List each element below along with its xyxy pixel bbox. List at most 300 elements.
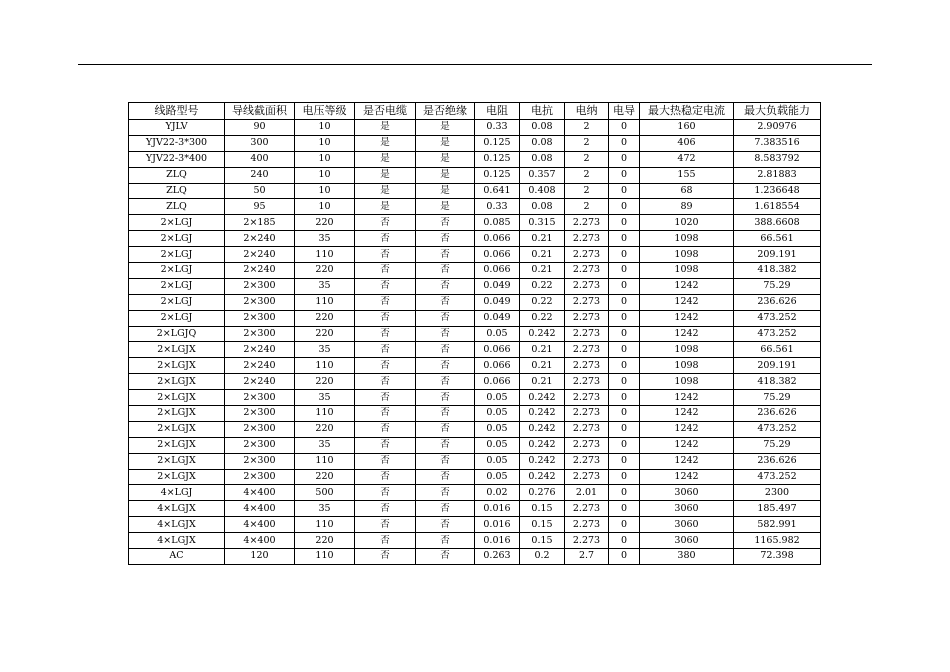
cell-reactance: 0.22 bbox=[520, 278, 565, 294]
cell-is-insulated: 否 bbox=[416, 374, 475, 390]
cell-is-insulated: 是 bbox=[416, 167, 475, 183]
cell-max-load-capacity: 1165.982 bbox=[734, 533, 821, 549]
cell-is-cable: 否 bbox=[355, 453, 416, 469]
table-row bbox=[129, 151, 821, 167]
cell-max-load-capacity: 75.29 bbox=[734, 390, 821, 406]
cell-max-thermal-current: 1242 bbox=[640, 453, 734, 469]
cell-resistance: 0.05 bbox=[475, 453, 520, 469]
cell-reactance: 0.21 bbox=[520, 263, 565, 279]
cell-voltage-level: 220 bbox=[295, 374, 355, 390]
cell-conductor-section: 2×300 bbox=[225, 294, 295, 310]
cell-conductor-section: 2×300 bbox=[225, 326, 295, 342]
cell-resistance: 0.263 bbox=[475, 549, 520, 565]
cell-max-thermal-current: 1242 bbox=[640, 278, 734, 294]
table-row bbox=[129, 342, 821, 358]
cell-susceptance: 2.273 bbox=[565, 326, 609, 342]
cell-is-insulated: 否 bbox=[416, 453, 475, 469]
cell-conductance: 0 bbox=[609, 342, 640, 358]
cell-max-thermal-current: 3060 bbox=[640, 485, 734, 501]
cell-conductance: 0 bbox=[609, 278, 640, 294]
cell-voltage-level: 220 bbox=[295, 310, 355, 326]
cell-line-model: 2×LGJX bbox=[129, 358, 225, 374]
cell-resistance: 0.066 bbox=[475, 342, 520, 358]
cell-max-load-capacity: 473.252 bbox=[734, 421, 821, 437]
column-header-is-insulated: 是否绝缘 bbox=[416, 103, 475, 120]
cell-susceptance: 2 bbox=[565, 167, 609, 183]
cell-susceptance: 2.273 bbox=[565, 469, 609, 485]
cell-resistance: 0.066 bbox=[475, 247, 520, 263]
cell-max-thermal-current: 1242 bbox=[640, 326, 734, 342]
cell-is-insulated: 是 bbox=[416, 183, 475, 199]
cell-reactance: 0.22 bbox=[520, 294, 565, 310]
cell-max-thermal-current: 1098 bbox=[640, 374, 734, 390]
cell-is-insulated: 否 bbox=[416, 342, 475, 358]
column-header-susceptance: 电纳 bbox=[565, 103, 609, 120]
cell-reactance: 0.242 bbox=[520, 453, 565, 469]
cell-reactance: 0.276 bbox=[520, 485, 565, 501]
cell-voltage-level: 35 bbox=[295, 437, 355, 453]
cell-line-model: 2×LGJ bbox=[129, 231, 225, 247]
table-row bbox=[129, 453, 821, 469]
cell-conductance: 0 bbox=[609, 501, 640, 517]
cell-susceptance: 2.273 bbox=[565, 533, 609, 549]
cell-is-insulated: 否 bbox=[416, 390, 475, 406]
cell-conductor-section: 2×240 bbox=[225, 342, 295, 358]
cell-susceptance: 2 bbox=[565, 120, 609, 136]
cell-line-model: 4×LGJX bbox=[129, 517, 225, 533]
line-parameter-table bbox=[128, 102, 821, 565]
cell-line-model: 2×LGJX bbox=[129, 342, 225, 358]
cell-voltage-level: 10 bbox=[295, 120, 355, 136]
column-header-line-model: 线路型号 bbox=[129, 103, 225, 120]
table-body bbox=[129, 120, 821, 565]
cell-max-thermal-current: 1098 bbox=[640, 358, 734, 374]
cell-resistance: 0.02 bbox=[475, 485, 520, 501]
cell-is-cable: 否 bbox=[355, 342, 416, 358]
cell-resistance: 0.066 bbox=[475, 263, 520, 279]
cell-reactance: 0.242 bbox=[520, 437, 565, 453]
cell-conductor-section: 4×400 bbox=[225, 485, 295, 501]
cell-line-model: 4×LGJ bbox=[129, 485, 225, 501]
cell-max-thermal-current: 3060 bbox=[640, 533, 734, 549]
cell-conductor-section: 2×300 bbox=[225, 437, 295, 453]
cell-conductor-section: 4×400 bbox=[225, 533, 295, 549]
cell-max-thermal-current: 3060 bbox=[640, 501, 734, 517]
column-header-resistance: 电阻 bbox=[475, 103, 520, 120]
cell-is-cable: 否 bbox=[355, 469, 416, 485]
cell-conductance: 0 bbox=[609, 421, 640, 437]
cell-voltage-level: 10 bbox=[295, 199, 355, 215]
cell-conductance: 0 bbox=[609, 231, 640, 247]
cell-max-thermal-current: 1242 bbox=[640, 406, 734, 422]
cell-reactance: 0.2 bbox=[520, 549, 565, 565]
cell-is-insulated: 否 bbox=[416, 278, 475, 294]
cell-conductor-section: 2×185 bbox=[225, 215, 295, 231]
cell-resistance: 0.05 bbox=[475, 390, 520, 406]
cell-max-load-capacity: 75.29 bbox=[734, 278, 821, 294]
cell-is-insulated: 否 bbox=[416, 326, 475, 342]
cell-line-model: ZLQ bbox=[129, 167, 225, 183]
cell-max-load-capacity: 388.6608 bbox=[734, 215, 821, 231]
cell-is-insulated: 否 bbox=[416, 501, 475, 517]
cell-max-load-capacity: 236.626 bbox=[734, 294, 821, 310]
cell-line-model: 2×LGJ bbox=[129, 294, 225, 310]
cell-is-insulated: 否 bbox=[416, 247, 475, 263]
cell-voltage-level: 500 bbox=[295, 485, 355, 501]
cell-susceptance: 2 bbox=[565, 135, 609, 151]
cell-conductance: 0 bbox=[609, 310, 640, 326]
cell-is-insulated: 是 bbox=[416, 151, 475, 167]
table-row bbox=[129, 294, 821, 310]
cell-conductance: 0 bbox=[609, 469, 640, 485]
cell-susceptance: 2.7 bbox=[565, 549, 609, 565]
cell-max-load-capacity: 236.626 bbox=[734, 406, 821, 422]
cell-reactance: 0.242 bbox=[520, 406, 565, 422]
table-row bbox=[129, 485, 821, 501]
cell-is-insulated: 否 bbox=[416, 294, 475, 310]
cell-conductor-section: 2×240 bbox=[225, 374, 295, 390]
cell-conductor-section: 2×300 bbox=[225, 406, 295, 422]
cell-is-cable: 否 bbox=[355, 358, 416, 374]
table-row bbox=[129, 374, 821, 390]
cell-conductor-section: 2×240 bbox=[225, 247, 295, 263]
cell-max-load-capacity: 2.81883 bbox=[734, 167, 821, 183]
cell-conductor-section: 2×240 bbox=[225, 358, 295, 374]
table-row bbox=[129, 358, 821, 374]
cell-voltage-level: 110 bbox=[295, 294, 355, 310]
cell-conductance: 0 bbox=[609, 453, 640, 469]
cell-resistance: 0.016 bbox=[475, 533, 520, 549]
cell-max-load-capacity: 209.191 bbox=[734, 247, 821, 263]
table-row bbox=[129, 247, 821, 263]
column-header-max-thermal-current: 最大热稳定电流 bbox=[640, 103, 734, 120]
cell-max-load-capacity: 66.561 bbox=[734, 231, 821, 247]
table-row bbox=[129, 390, 821, 406]
cell-voltage-level: 220 bbox=[295, 215, 355, 231]
cell-voltage-level: 10 bbox=[295, 135, 355, 151]
cell-line-model: ZLQ bbox=[129, 199, 225, 215]
table-row bbox=[129, 533, 821, 549]
cell-reactance: 0.15 bbox=[520, 501, 565, 517]
cell-reactance: 0.08 bbox=[520, 199, 565, 215]
cell-max-thermal-current: 1098 bbox=[640, 231, 734, 247]
cell-max-load-capacity: 473.252 bbox=[734, 326, 821, 342]
cell-is-cable: 否 bbox=[355, 421, 416, 437]
cell-voltage-level: 110 bbox=[295, 406, 355, 422]
cell-reactance: 0.242 bbox=[520, 421, 565, 437]
cell-conductor-section: 2×300 bbox=[225, 469, 295, 485]
cell-resistance: 0.641 bbox=[475, 183, 520, 199]
cell-max-thermal-current: 1242 bbox=[640, 421, 734, 437]
cell-susceptance: 2.273 bbox=[565, 406, 609, 422]
cell-is-cable: 否 bbox=[355, 517, 416, 533]
cell-susceptance: 2.273 bbox=[565, 310, 609, 326]
cell-is-cable: 否 bbox=[355, 215, 416, 231]
cell-line-model: YJV22-3*400 bbox=[129, 151, 225, 167]
header-rule bbox=[78, 64, 872, 65]
cell-susceptance: 2.273 bbox=[565, 247, 609, 263]
cell-conductance: 0 bbox=[609, 437, 640, 453]
cell-resistance: 0.049 bbox=[475, 278, 520, 294]
cell-is-insulated: 否 bbox=[416, 231, 475, 247]
cell-reactance: 0.408 bbox=[520, 183, 565, 199]
cell-max-load-capacity: 2.90976 bbox=[734, 120, 821, 136]
cell-max-thermal-current: 1242 bbox=[640, 469, 734, 485]
cell-susceptance: 2.01 bbox=[565, 485, 609, 501]
cell-conductance: 0 bbox=[609, 294, 640, 310]
cell-line-model: 2×LGJ bbox=[129, 278, 225, 294]
cell-is-insulated: 否 bbox=[416, 406, 475, 422]
cell-susceptance: 2.273 bbox=[565, 501, 609, 517]
cell-max-thermal-current: 406 bbox=[640, 135, 734, 151]
cell-resistance: 0.125 bbox=[475, 167, 520, 183]
cell-resistance: 0.066 bbox=[475, 358, 520, 374]
cell-is-cable: 否 bbox=[355, 549, 416, 565]
cell-resistance: 0.125 bbox=[475, 151, 520, 167]
cell-susceptance: 2.273 bbox=[565, 278, 609, 294]
table-row bbox=[129, 549, 821, 565]
cell-voltage-level: 220 bbox=[295, 469, 355, 485]
cell-is-insulated: 否 bbox=[416, 263, 475, 279]
cell-resistance: 0.085 bbox=[475, 215, 520, 231]
cell-is-cable: 否 bbox=[355, 390, 416, 406]
cell-susceptance: 2.273 bbox=[565, 342, 609, 358]
cell-max-load-capacity: 236.626 bbox=[734, 453, 821, 469]
cell-line-model: 4×LGJX bbox=[129, 533, 225, 549]
cell-voltage-level: 220 bbox=[295, 263, 355, 279]
cell-voltage-level: 35 bbox=[295, 501, 355, 517]
cell-line-model: 2×LGJX bbox=[129, 374, 225, 390]
table-row bbox=[129, 183, 821, 199]
cell-is-cable: 是 bbox=[355, 120, 416, 136]
cell-is-cable: 是 bbox=[355, 183, 416, 199]
cell-max-load-capacity: 2300 bbox=[734, 485, 821, 501]
cell-is-cable: 是 bbox=[355, 151, 416, 167]
cell-line-model: AC bbox=[129, 549, 225, 565]
cell-is-insulated: 否 bbox=[416, 485, 475, 501]
cell-reactance: 0.242 bbox=[520, 469, 565, 485]
cell-max-thermal-current: 1098 bbox=[640, 263, 734, 279]
cell-max-thermal-current: 160 bbox=[640, 120, 734, 136]
cell-conductance: 0 bbox=[609, 263, 640, 279]
cell-reactance: 0.242 bbox=[520, 326, 565, 342]
cell-max-load-capacity: 75.29 bbox=[734, 437, 821, 453]
cell-is-cable: 否 bbox=[355, 533, 416, 549]
cell-voltage-level: 220 bbox=[295, 421, 355, 437]
cell-voltage-level: 10 bbox=[295, 151, 355, 167]
table-row bbox=[129, 167, 821, 183]
cell-is-insulated: 否 bbox=[416, 215, 475, 231]
cell-conductor-section: 2×300 bbox=[225, 453, 295, 469]
cell-voltage-level: 110 bbox=[295, 453, 355, 469]
cell-conductor-section: 50 bbox=[225, 183, 295, 199]
cell-voltage-level: 35 bbox=[295, 390, 355, 406]
cell-reactance: 0.21 bbox=[520, 247, 565, 263]
table-row bbox=[129, 263, 821, 279]
cell-max-thermal-current: 1242 bbox=[640, 294, 734, 310]
cell-line-model: 2×LGJ bbox=[129, 263, 225, 279]
cell-conductor-section: 2×300 bbox=[225, 390, 295, 406]
cell-max-load-capacity: 66.561 bbox=[734, 342, 821, 358]
cell-max-thermal-current: 1020 bbox=[640, 215, 734, 231]
cell-conductor-section: 2×240 bbox=[225, 231, 295, 247]
cell-reactance: 0.08 bbox=[520, 120, 565, 136]
cell-reactance: 0.242 bbox=[520, 390, 565, 406]
cell-line-model: 2×LGJX bbox=[129, 437, 225, 453]
cell-voltage-level: 35 bbox=[295, 231, 355, 247]
column-header-reactance: 电抗 bbox=[520, 103, 565, 120]
table-header-row bbox=[129, 103, 821, 120]
cell-resistance: 0.066 bbox=[475, 374, 520, 390]
table-row bbox=[129, 278, 821, 294]
cell-is-cable: 否 bbox=[355, 406, 416, 422]
cell-susceptance: 2.273 bbox=[565, 231, 609, 247]
column-header-voltage-level: 电压等级 bbox=[295, 103, 355, 120]
cell-resistance: 0.05 bbox=[475, 437, 520, 453]
cell-susceptance: 2 bbox=[565, 199, 609, 215]
cell-resistance: 0.05 bbox=[475, 326, 520, 342]
cell-conductor-section: 90 bbox=[225, 120, 295, 136]
cell-max-thermal-current: 89 bbox=[640, 199, 734, 215]
cell-line-model: 2×LGJX bbox=[129, 421, 225, 437]
cell-conductor-section: 120 bbox=[225, 549, 295, 565]
cell-resistance: 0.049 bbox=[475, 294, 520, 310]
table-row bbox=[129, 501, 821, 517]
cell-conductance: 0 bbox=[609, 151, 640, 167]
cell-conductance: 0 bbox=[609, 374, 640, 390]
cell-resistance: 0.016 bbox=[475, 517, 520, 533]
cell-is-cable: 否 bbox=[355, 310, 416, 326]
cell-conductance: 0 bbox=[609, 120, 640, 136]
cell-is-insulated: 否 bbox=[416, 421, 475, 437]
cell-max-load-capacity: 582.991 bbox=[734, 517, 821, 533]
cell-line-model: 2×LGJ bbox=[129, 215, 225, 231]
table-row bbox=[129, 231, 821, 247]
table-row bbox=[129, 135, 821, 151]
cell-max-load-capacity: 209.191 bbox=[734, 358, 821, 374]
cell-susceptance: 2 bbox=[565, 183, 609, 199]
cell-max-load-capacity: 418.382 bbox=[734, 263, 821, 279]
cell-max-thermal-current: 3060 bbox=[640, 517, 734, 533]
table-row bbox=[129, 310, 821, 326]
cell-susceptance: 2.273 bbox=[565, 358, 609, 374]
cell-voltage-level: 10 bbox=[295, 167, 355, 183]
cell-line-model: 4×LGJX bbox=[129, 501, 225, 517]
cell-max-load-capacity: 1.618554 bbox=[734, 199, 821, 215]
line-parameter-table-container bbox=[128, 102, 821, 565]
cell-max-thermal-current: 1242 bbox=[640, 437, 734, 453]
cell-resistance: 0.05 bbox=[475, 406, 520, 422]
cell-max-thermal-current: 68 bbox=[640, 183, 734, 199]
cell-conductor-section: 400 bbox=[225, 151, 295, 167]
table-row bbox=[129, 215, 821, 231]
cell-susceptance: 2.273 bbox=[565, 517, 609, 533]
cell-conductor-section: 2×240 bbox=[225, 263, 295, 279]
cell-is-cable: 否 bbox=[355, 326, 416, 342]
cell-line-model: 2×LGJQ bbox=[129, 326, 225, 342]
table-row bbox=[129, 326, 821, 342]
cell-resistance: 0.05 bbox=[475, 469, 520, 485]
cell-conductance: 0 bbox=[609, 533, 640, 549]
cell-is-insulated: 是 bbox=[416, 199, 475, 215]
cell-conductance: 0 bbox=[609, 517, 640, 533]
cell-max-thermal-current: 1242 bbox=[640, 390, 734, 406]
cell-reactance: 0.357 bbox=[520, 167, 565, 183]
cell-resistance: 0.33 bbox=[475, 120, 520, 136]
cell-reactance: 0.21 bbox=[520, 231, 565, 247]
cell-is-insulated: 否 bbox=[416, 358, 475, 374]
cell-line-model: 2×LGJ bbox=[129, 247, 225, 263]
cell-max-load-capacity: 473.252 bbox=[734, 469, 821, 485]
cell-max-load-capacity: 473.252 bbox=[734, 310, 821, 326]
cell-voltage-level: 110 bbox=[295, 549, 355, 565]
cell-is-insulated: 是 bbox=[416, 135, 475, 151]
cell-max-thermal-current: 380 bbox=[640, 549, 734, 565]
cell-susceptance: 2.273 bbox=[565, 421, 609, 437]
cell-conductance: 0 bbox=[609, 183, 640, 199]
cell-is-insulated: 否 bbox=[416, 469, 475, 485]
cell-resistance: 0.33 bbox=[475, 199, 520, 215]
cell-voltage-level: 10 bbox=[295, 183, 355, 199]
cell-max-load-capacity: 1.236648 bbox=[734, 183, 821, 199]
cell-max-load-capacity: 185.497 bbox=[734, 501, 821, 517]
cell-reactance: 0.21 bbox=[520, 342, 565, 358]
cell-conductor-section: 95 bbox=[225, 199, 295, 215]
cell-conductance: 0 bbox=[609, 485, 640, 501]
cell-voltage-level: 110 bbox=[295, 358, 355, 374]
cell-line-model: 2×LGJX bbox=[129, 469, 225, 485]
table-row bbox=[129, 421, 821, 437]
cell-max-load-capacity: 418.382 bbox=[734, 374, 821, 390]
cell-susceptance: 2 bbox=[565, 151, 609, 167]
cell-max-load-capacity: 8.583792 bbox=[734, 151, 821, 167]
cell-max-load-capacity: 7.383516 bbox=[734, 135, 821, 151]
cell-is-cable: 否 bbox=[355, 263, 416, 279]
cell-reactance: 0.22 bbox=[520, 310, 565, 326]
cell-is-cable: 否 bbox=[355, 247, 416, 263]
cell-max-thermal-current: 1242 bbox=[640, 310, 734, 326]
cell-is-insulated: 否 bbox=[416, 533, 475, 549]
cell-is-insulated: 否 bbox=[416, 310, 475, 326]
cell-conductor-section: 240 bbox=[225, 167, 295, 183]
cell-susceptance: 2.273 bbox=[565, 390, 609, 406]
cell-is-insulated: 否 bbox=[416, 437, 475, 453]
cell-max-thermal-current: 1098 bbox=[640, 342, 734, 358]
cell-is-cable: 否 bbox=[355, 485, 416, 501]
cell-conductance: 0 bbox=[609, 326, 640, 342]
cell-reactance: 0.315 bbox=[520, 215, 565, 231]
cell-max-thermal-current: 155 bbox=[640, 167, 734, 183]
cell-line-model: 2×LGJ bbox=[129, 310, 225, 326]
cell-is-cable: 否 bbox=[355, 231, 416, 247]
cell-max-thermal-current: 472 bbox=[640, 151, 734, 167]
cell-is-cable: 否 bbox=[355, 278, 416, 294]
cell-is-cable: 是 bbox=[355, 167, 416, 183]
cell-is-cable: 是 bbox=[355, 135, 416, 151]
cell-voltage-level: 220 bbox=[295, 533, 355, 549]
cell-is-cable: 否 bbox=[355, 501, 416, 517]
cell-reactance: 0.15 bbox=[520, 533, 565, 549]
cell-is-cable: 否 bbox=[355, 374, 416, 390]
cell-conductance: 0 bbox=[609, 199, 640, 215]
cell-line-model: 2×LGJX bbox=[129, 406, 225, 422]
cell-susceptance: 2.273 bbox=[565, 374, 609, 390]
cell-susceptance: 2.273 bbox=[565, 215, 609, 231]
table-row bbox=[129, 199, 821, 215]
cell-reactance: 0.21 bbox=[520, 374, 565, 390]
cell-conductor-section: 4×400 bbox=[225, 517, 295, 533]
cell-conductor-section: 4×400 bbox=[225, 501, 295, 517]
